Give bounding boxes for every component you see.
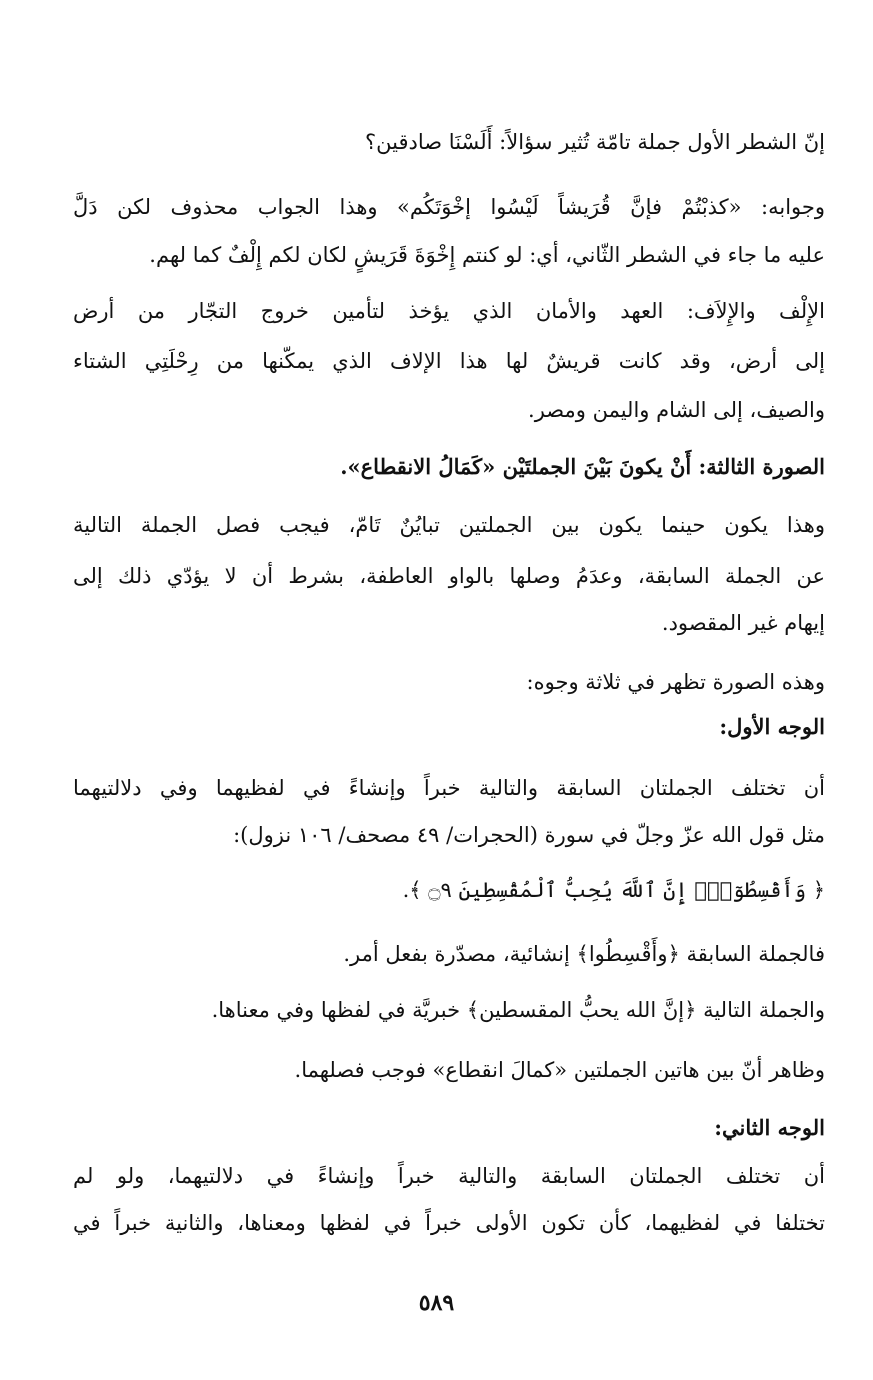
text-line: فالجملة السابقة ﴿وأَقْسِطُوا﴾ إنشائية، مصدّرة بفعل أمر. [343, 942, 825, 966]
section-heading: الصورة الثالثة: أَنْ يكونَ بَيْنَ الجملتَيْن «كَمَالُ الانقطاع». [340, 454, 825, 479]
text-line: الإِلْف والإِلاَف: العهد والأمان الذي يؤخذ لتأمين خروج التجّار من أرض [73, 299, 825, 323]
text-line: وهذه الصورة تظهر في ثلاثة وجوه: [526, 670, 825, 694]
text-line: تختلفا في لفظيهما، كأن تكون الأولى خبراً في لفظها ومعناها، والثانية خبراً في [73, 1211, 825, 1235]
text-line: عليه ما جاء في الشطر الثّاني، أي: لو كنتم إِخْوَةَ قَرَيشٍ لكان لكم إِلْفٌ كما لهم. [149, 243, 825, 267]
subheading: الوجه الأول: [719, 714, 825, 739]
quran-verse: ﴿ وَأَقْسِطُوٓاْۖ إِنَّ ٱللَّهَ يُحِبُّ ٱلْمُقْسِطِينَ ۝٩ ﴾. [402, 878, 825, 902]
text-line: والجملة التالية ﴿إنَّ الله يحبُّ المقسطين﴾ خبريَّة في لفظها وفي معناها. [211, 998, 825, 1022]
text-line: وجوابه: «كذبْتُمْ فإنَّ قُرَيشاً لَيْسُوا إخْوَتَكُم» وهذا الجواب محذوف لكن دَلَّ [73, 195, 825, 219]
text-line: أن تختلف الجملتان السابقة والتالية خبراً وإنشاءً في دلالتيهما، ولو لم [73, 1164, 825, 1188]
text-line: والصيف، إلى الشام واليمن ومصر. [528, 398, 825, 422]
text-line: إلى أرض، وقد كانت قريشٌ لها هذا الإلاف الذي يمكّنها من رِحْلَتِي الشتاء [73, 349, 825, 373]
text-line: وظاهر أنّ بين هاتين الجملتين «كمالَ انقطاع» فوجب فصلهما. [294, 1058, 825, 1082]
text-line: مثل قول الله عزّ وجلّ في سورة (الحجرات/ ٤٩ مصحف/ ١٠٦ نزول): [233, 823, 825, 847]
subheading: الوجه الثاني: [714, 1115, 825, 1140]
page-number: ٥٨٩ [418, 1290, 455, 1316]
text-line: عن الجملة السابقة، وعدَمُ وصلها بالواو العاطفة، بشرط أن لا يؤدّي ذلك إلى [73, 564, 825, 588]
text-line: وهذا يكون حينما يكون بين الجملتين تبايُنٌ تَامّ، فيجب فصل الجملة التالية [73, 513, 825, 537]
text-line: أن تختلف الجملتان السابقة والتالية خبراً وإنشاءً في لفظيهما وفي دلالتيهما [73, 776, 825, 800]
text-line: إيهام غير المقصود. [661, 611, 825, 635]
text-line: إنّ الشطر الأول جملة تامّة تُثير سؤالاً: أَلَسْنَا صادقين؟ [365, 130, 825, 154]
